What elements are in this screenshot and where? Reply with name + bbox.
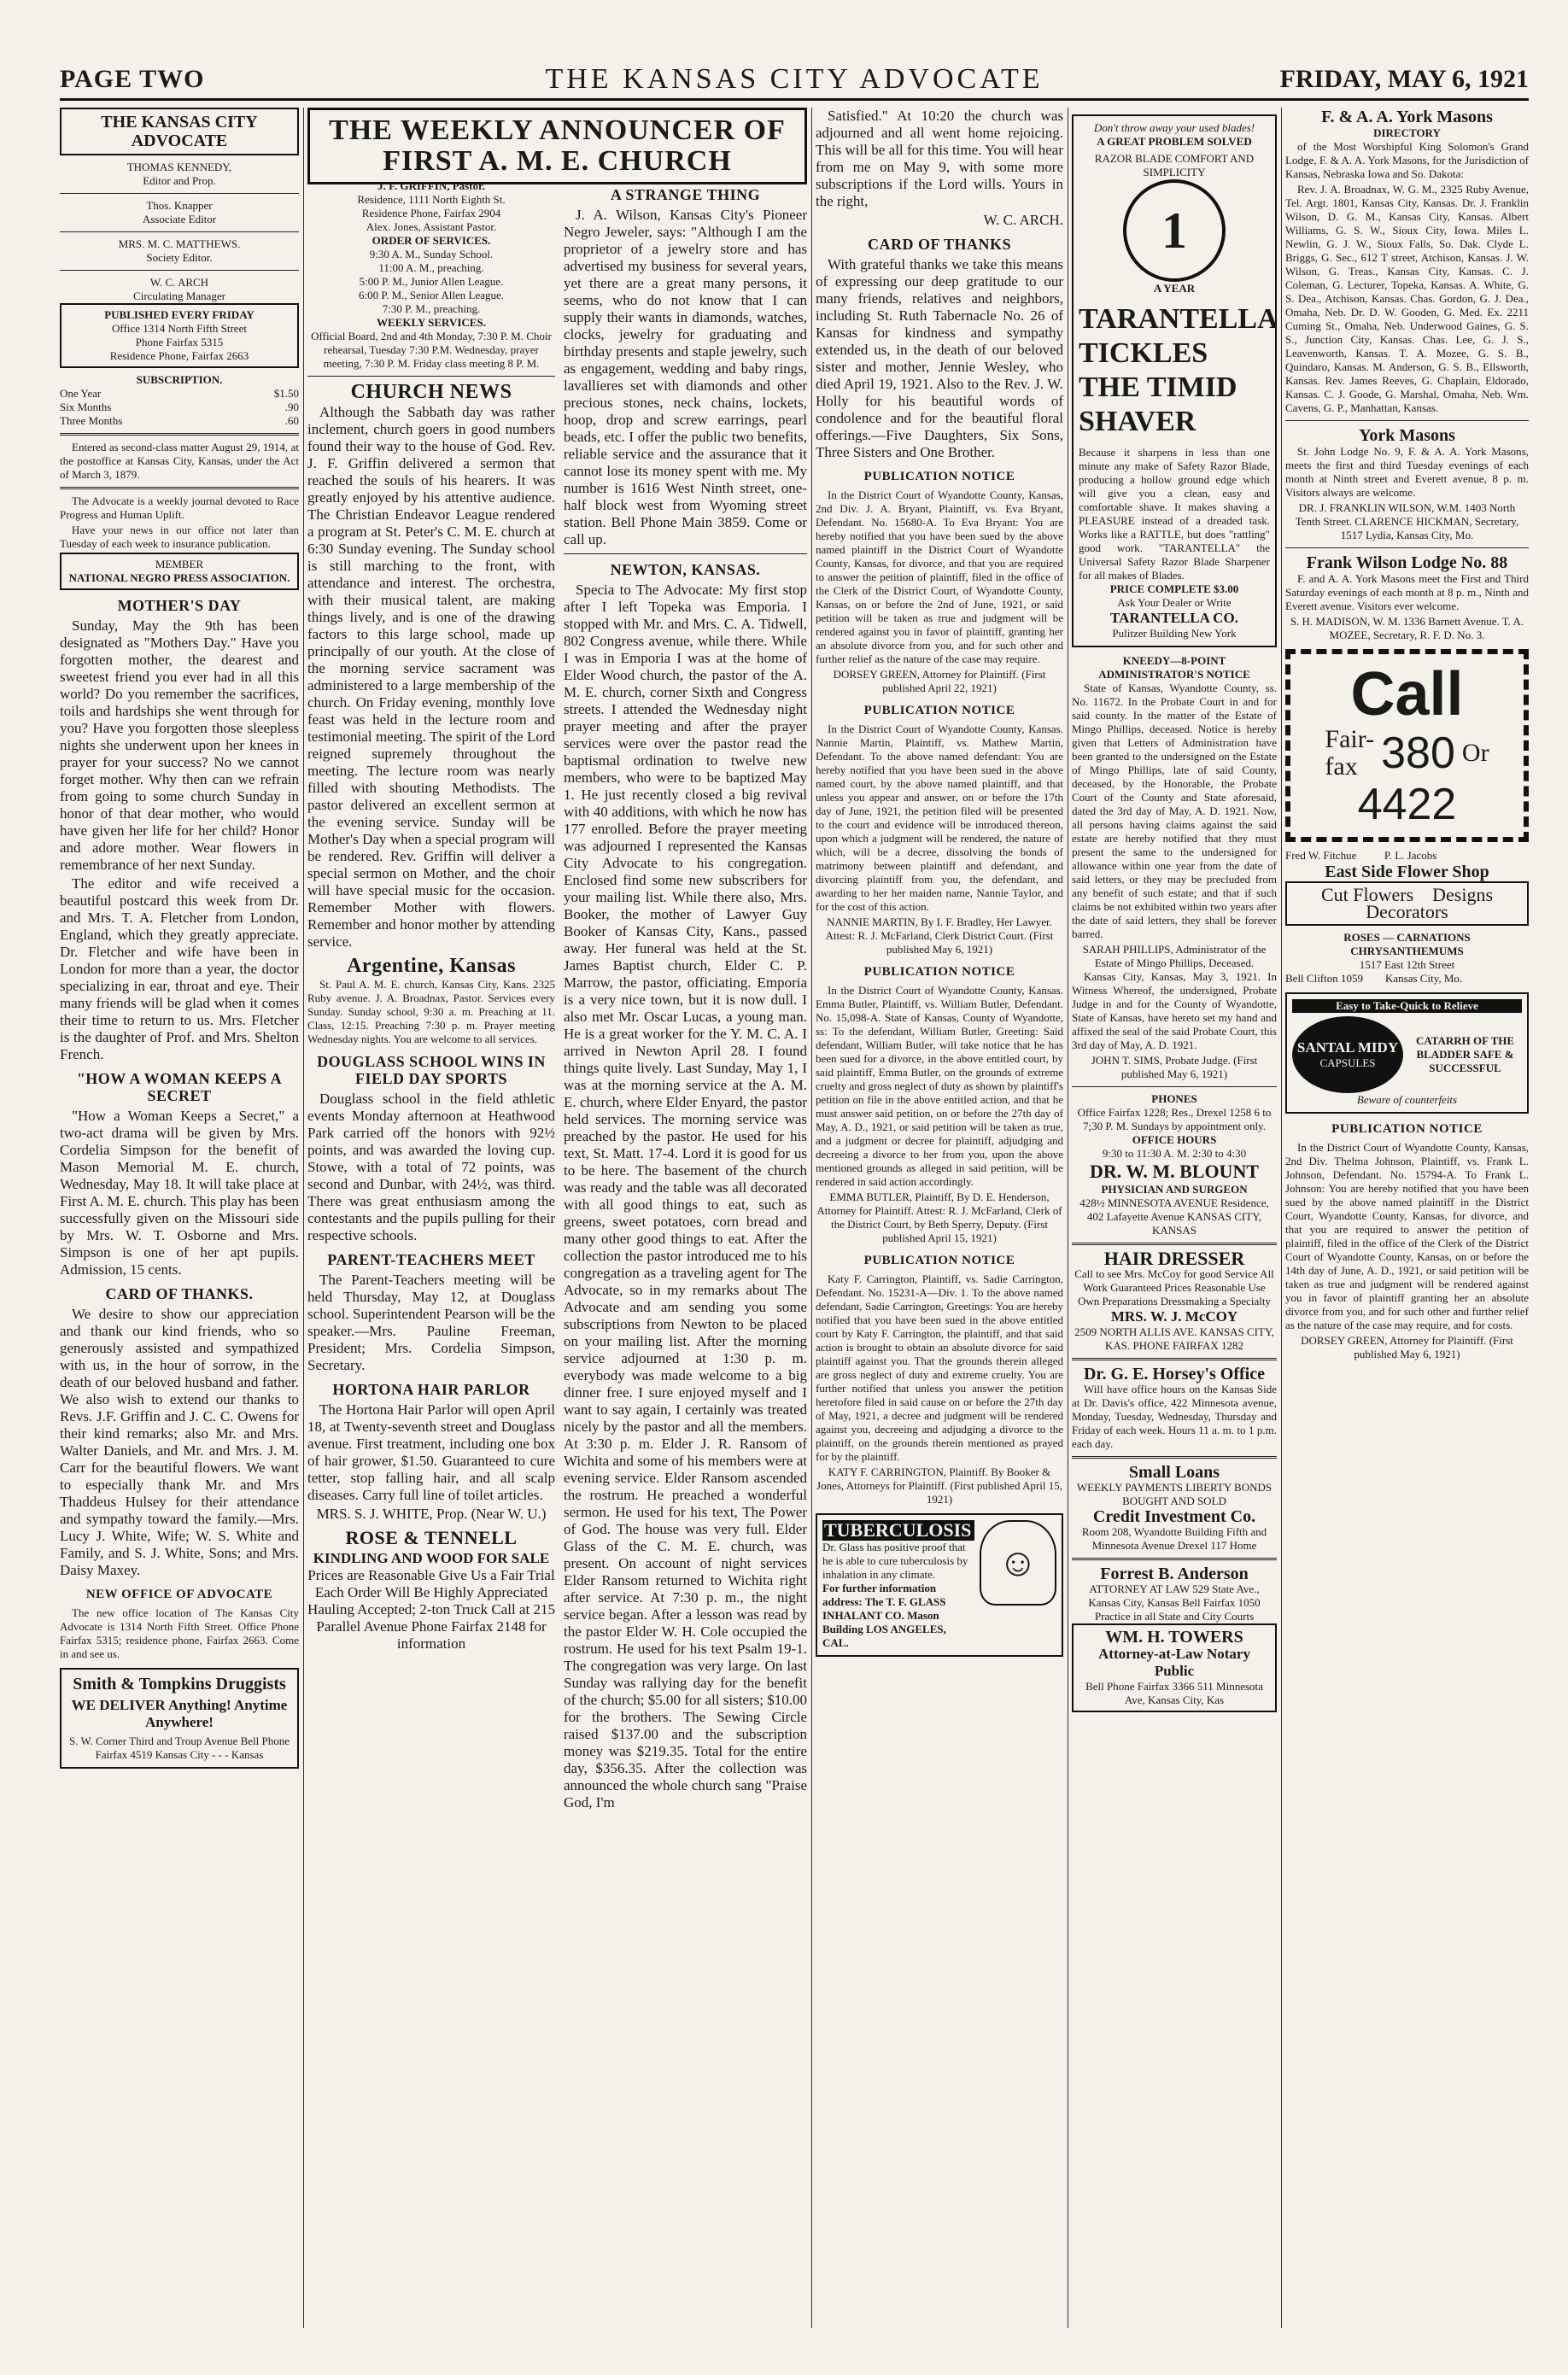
santal-note: Beware of counterfeits bbox=[1356, 1093, 1458, 1106]
thanks-text: We desire to show our appreciation and thank our kind friends, who so generously assisted and sympathized with us, in the hour of sorrow, in the death of our beloved husband and father. We also wish to extend our thanks to Revs. J.F. Griffin and J. C. C. Owens for their kind remarks; also Mr. and Mrs. Walter Daniels, and Mr. and Mrs. J. M. Carr for the beautiful flowers. We want to especially thank Mr. and Mrs Thaddeus Hulsey for their attendance and sympathy toward the family.—Mrs. Lucy J. White, Wife; W. S. White and Family, and S. J. White, Sons; and Mrs. Daisy Maxey. bbox=[60, 1306, 299, 1578]
york-heading: York Masons bbox=[1359, 426, 1455, 445]
thanks-heading: CARD OF THANKS. bbox=[105, 1285, 254, 1302]
frank-wilson-signature: S. H. MADISON, W. M. 1336 Barnett Avenue. T. A. MOZEE, Secretary, R. F. D. No. 3. bbox=[1290, 615, 1524, 641]
column-1 bbox=[60, 108, 299, 2328]
masked-face-icon: ☺ bbox=[980, 1520, 1056, 1606]
journal-note: The Advocate is a weekly journal devoted to Race Progress and Human Uplift. bbox=[60, 494, 299, 521]
directory-intro: of the Most Worshipful King Solomon's Grand Lodge, F. & A. A. York Masons, for the Jurisdiction of Kansas, Nebraska Iowa and So. Dakota: bbox=[1285, 140, 1529, 180]
horsey-text: Will have office hours on the Kansas Side at Dr. Davis's office, 422 Minnesota avenue, Monday, Tuesday, Wednesday, Thursday and Friday of each week. Hours 11 a. m. to 1 p.m. each day. bbox=[1072, 1383, 1277, 1450]
santal-name: SANTAL MIDY bbox=[1296, 1039, 1399, 1056]
tb-text: Dr. Glass has positive proof that he is able to cure tuberculosis by inhalation in any climate. bbox=[822, 1541, 968, 1581]
santal-description: CATARRH OF THE BLADDER SAFE & SUCCESSFUL bbox=[1415, 1034, 1515, 1074]
pastor-info bbox=[307, 179, 555, 371]
staff-line: Thos. Knapper bbox=[146, 199, 213, 212]
member-box bbox=[60, 553, 299, 590]
badge-number: 1 bbox=[1161, 202, 1187, 259]
credit-text: Room 208, Wyandotte Building Fifth and Minnesota Avenue Drexel 117 Home bbox=[1081, 1525, 1267, 1552]
tb-heading: TUBERCULOSIS bbox=[822, 1520, 974, 1541]
weekly-announcer-banner bbox=[307, 108, 807, 184]
york-signature: DR. J. FRANKLIN WILSON, W.M. 1403 North Tenth Street. CLARENCE HICKMAN, Secretary, 1517 Lydia, Kansas City, Mo. bbox=[1295, 501, 1519, 541]
mothers-day-text: Sunday, May the 9th has been designated as "Mothers Day." Have you forgotten mother, the dearest and sweetest friend you ever had in all this world? Do you remember the sacrifices, toils and hardships she went through for you? Have you forgotten those sleepless nights she underwent upon her knees in prayer for your success? No we cannot forget mother. Why then can we refrain from going to some church Sunday in honor of that dear mother, who would have given her life for her child? Honor and adore mother. Wear flowers in remembrance of her next Sunday. bbox=[60, 617, 299, 873]
tarantella-price: PRICE COMPLETE $3.00 bbox=[1109, 582, 1239, 595]
blount-card bbox=[1072, 1092, 1277, 1237]
notice1-signature: DORSEY GREEN, Attorney for Plaintiff. (First published April 22, 1921) bbox=[833, 668, 1046, 694]
loans-heading: Small Loans bbox=[1128, 1463, 1220, 1482]
mothers-day-heading: MOTHER'S DAY bbox=[117, 597, 242, 614]
tarantella-brand: TARANTELLA TICKLES THE TIMID SHAVER bbox=[1079, 303, 1277, 437]
column-2 bbox=[307, 179, 555, 2323]
masons-heading: F. & A. A. York Masons bbox=[1321, 108, 1493, 126]
smith-ad bbox=[60, 1668, 299, 1769]
assistant-pastor: Alex. Jones, Assistant Pastor. bbox=[366, 220, 497, 233]
strange-text: J. A. Wilson, Kansas City's Pioneer Negro Jeweler, says: "Although I am the proprietor of a jewelry store and has advertised my business for several years, yet there are a great many persons, it seems, who do not know that I can supply their wants in diamonds, watches, clocks, jewelry for graduating and birthday presents and staple jewelry, such as engagement, wedding and baby rings, lavallieres set with diamonds and other precious stones, neck chains, lockets, hoop, drop and screw earrings, pearl beads, etc. I offer the public two benefits, reliable service and the assurance that it cannot lose its money spent with me. My number is 1616 West Ninth street, one-half block west from Wyoming street station. Bell Phone Main 3859. Come or call up. bbox=[564, 207, 807, 547]
staff-line: W. C. ARCH bbox=[149, 276, 209, 289]
church-news-heading: CHURCH NEWS bbox=[350, 381, 512, 403]
santal-capsule-icon bbox=[1292, 1016, 1403, 1093]
subscription-table bbox=[60, 387, 299, 428]
thanks2-text: With grateful thanks we take this means of expressing our deep gratitude to our many friends, relatives and neighbors, including St. Ruth Tabernacle No. 26 of Kansas for kindness and sympathy extended us, in the death of our beloved sister and mother, Jennie Wesley, who died April 19, 1921. Also to the Rev. J. W. Holly for his beautiful words of condolence and for the beautiful floral offerings.—Five Daughters, Six Sons, Three Sisters and One Brother. bbox=[816, 256, 1063, 460]
loans-text: WEEKLY PAYMENTS LIBERTY BONDS BOUGHT AND SOLD bbox=[1076, 1481, 1273, 1507]
blount-title: PHYSICIAN AND SURGEON bbox=[1101, 1183, 1248, 1196]
announcer-title: THE WEEKLY ANNOUNCER OF FIRST A. M. E. CHURCH bbox=[329, 114, 786, 177]
directory-list: Rev. J. A. Broadnax, W. G. M., 2325 Ruby Avenue, Tel. Argt. 1801, Kansas City, Kansas. Dr. J. Franklin Wilson, D. G. M., Kansas City, Kansas. Albert Williams, G. S. W., Sioux City, Iowa. Miles L. Newlin, G. J. W., Sioux Falls, So. Dak. Clyde L. Briggs, G. Sec., 612 T street, Atchison, Kansas. J. W. Wilson, G. Treas., Kansas City, Kansas. C. J. Coleman, G. Lecturer, Topeka, Kansas. A. White, G. S. Dea., Atchison, Kansas. Chas. Gordon, G. J. Dea., Omaha, Neb. Dr. D. W. Gooden, G. Med. Ex. 2211 Cuming St., Omaha, Neb. Underwood Gaines, G. S. S., Junction City, Kansas. Chas. Lee, G. J. S., Leavenworth, Kansas. T. A. Mozee, G. S. B., Quindaro, Kansas. M. Anderson, G. S. B., Ellsworth, Kansas. Rev. James Reeves, G. Chaplain, Eldorado, Kansas. C. J. Goode, G. Marshal, Omaha, Neb. Wm. Cavens, G. P., Manhattan, Kansas. bbox=[1285, 183, 1529, 414]
notice4-heading: PUBLICATION NOTICE bbox=[863, 1254, 1015, 1267]
sub-price: $1.50 bbox=[273, 387, 299, 400]
weekly-heading: WEEKLY SERVICES. bbox=[377, 316, 486, 329]
flower-address: 1517 East 12th Street bbox=[1359, 958, 1455, 971]
hairdresser-address: 2509 NORTH ALLIS AVE. KANSAS CITY, KAS. PHONE FAIRFAX 1282 bbox=[1074, 1325, 1274, 1352]
call-number-1: 380 bbox=[1381, 728, 1455, 778]
douglass-text: Douglass school in the field athletic events Monday afternoon at Heathwood Park carried off the honors with 92½ points, and was awarded the loving cup. Stowe, with a total of 72 points, was second and Dunbar, with 24½, was third. There was great enthusiasm among the contestants and the pupils pulling for their respective schools. bbox=[307, 1091, 555, 1243]
phones-text: Office Fairfax 1228; Res., Drexel 1258 6 to 7;30 P. M. Sundays by appointment only. bbox=[1077, 1106, 1272, 1132]
hortona-heading: HORTONA HAIR PARLOR bbox=[332, 1381, 530, 1398]
issue-date: FRIDAY, MAY 6, 1921 bbox=[1279, 65, 1529, 93]
hairdresser-heading: HAIR DRESSER bbox=[1103, 1248, 1245, 1269]
notice1-heading: PUBLICATION NOTICE bbox=[863, 470, 1015, 483]
staff-line: Circulating Manager bbox=[133, 290, 225, 302]
column-3 bbox=[564, 179, 807, 2323]
one-year-badge bbox=[1123, 179, 1226, 282]
admin-notice-witness: Kansas City, Kansas, May 3, 1921. In Witness Whereof, the undersigned, Probate Judge in and for the County of Wyandotte, State of Kansas, have hereto set my hand and affixed the seal of the said Probate Court, this 3rd day of May, A. D. 1921. bbox=[1072, 970, 1277, 1051]
blount-name: DR. W. M. BLOUNT bbox=[1089, 1161, 1260, 1182]
douglass-heading: DOUGLASS SCHOOL WINS IN FIELD DAY SPORTS bbox=[317, 1053, 546, 1087]
pastor-residence: Residence, 1111 North Eighth St. bbox=[357, 193, 506, 206]
column-5 bbox=[1072, 108, 1277, 2328]
published-line: PUBLISHED EVERY FRIDAY bbox=[104, 308, 255, 321]
santal-tagline: Easy to Take-Quick to Relieve bbox=[1292, 999, 1522, 1013]
tarantella-dealer: Ask Your Dealer or Write bbox=[1117, 596, 1232, 609]
directory-heading: DIRECTORY bbox=[1373, 126, 1441, 139]
forrest-card bbox=[1072, 1565, 1277, 1623]
staff-line: THOMAS KENNEDY, bbox=[126, 161, 232, 173]
notice3-heading: PUBLICATION NOTICE bbox=[863, 965, 1015, 979]
flower-box bbox=[1285, 881, 1529, 926]
tuberculosis-ad bbox=[816, 1513, 1063, 1657]
publication-info bbox=[60, 303, 299, 368]
page-number: PAGE TWO bbox=[60, 65, 205, 93]
news-note: Have your news in our office not later than Tuesday of each week to insurance publication. bbox=[60, 524, 299, 550]
notice2-signature: NANNIE MARTIN, By I. F. Bradley, Her Lawyer. Attest: R. J. McFarland, Clerk District Court. (First published May 6, 1921) bbox=[825, 915, 1054, 956]
paper-title: THE KANSAS CITY ADVOCATE bbox=[545, 63, 1044, 95]
loans-card bbox=[1072, 1464, 1277, 1553]
phones-heading: PHONES bbox=[1151, 1092, 1197, 1105]
notice2-heading: PUBLICATION NOTICE bbox=[863, 704, 1015, 717]
column-6 bbox=[1285, 108, 1529, 2328]
pastor: J. F. GRIFFIN, Pastor. bbox=[377, 179, 485, 192]
member-label: MEMBER bbox=[155, 558, 204, 570]
hairdresser-card bbox=[1072, 1250, 1277, 1353]
tarantella-tagline: Don't throw away your used blades! bbox=[1093, 121, 1255, 134]
flower-chrysanthemums: CHRYSANTHEMUMS bbox=[1350, 945, 1464, 957]
hairdresser-name: MRS. W. J. McCOY bbox=[1110, 1308, 1238, 1325]
call-number-2: 4422 bbox=[1357, 780, 1457, 829]
church-news-text: Although the Sabbath day was rather inclement, church goers in good numbers found their way to the house of God. Rev. J. F. Griffin delivered a sermon that reached the souls of his hearers. It was greatly enjoyed by his attentive audience. The Christian Endeavor League rendered a program at St. Peter's C. M. E. church at 6:30 Sunday evening. The Sunday school is still marching to the front, with attendance and interest. The orchestra, with their musical talent, are making things lively, and is one of the drawing factors to this large school, made up principally of our youth. At the close of the morning service sacrament was administered to a large membership of the church. On Friday evening, monthly love feast was held in the lecture room and testimonial meeting. The spirit of the Lord reigned supremely throughout the meeting. The lecture room was nearly filled with shouting Methodists. The pastor delivered an excellent sermon at the evening service. Sunday will be Mother's Day when a special program will be rendered. Rev. Griffin will deliver a special sermon on Mother, and the choir will have special music for the occasion. Remember Mother with flowers. Remember and honor mother by attending service. bbox=[307, 404, 555, 950]
towers-address: Bell Phone Fairfax 3366 511 Minnesota Ave, Kansas City, Kas bbox=[1085, 1680, 1263, 1706]
frank-wilson-text: F. and A. A. York Masons meet the First and Third Saturday evenings of each month at 8 p. m., Ninth and Everett avenue. Visitors ever welcome. bbox=[1285, 572, 1529, 612]
argentine-text: St. Paul A. M. E. church, Kansas City, Kans. 2325 Ruby avenue. J. A. Broadnax, Pastor. Services every Sunday. Sunday school, 9:30 a. m. Preaching at 11. Class, 12:15. Preaching 7:30 p. m. Prayer meeting Wednesday nights. You are welcome to all services. bbox=[307, 978, 555, 1045]
sub-label: Six Months bbox=[60, 401, 112, 413]
staff-line: MRS. M. C. MATTHEWS. bbox=[118, 237, 241, 250]
newton-heading: NEWTON, KANSAS. bbox=[610, 561, 761, 578]
forrest-text: ATTORNEY AT LAW 529 State Ave., Kansas City, Kansas Bell Fairfax 1050 Practice in all State and City Courts bbox=[1088, 1582, 1261, 1623]
call-fax: fax bbox=[1325, 752, 1358, 781]
order-item: 7:30 P. M., preaching. bbox=[382, 302, 481, 315]
admin-notice-judge: JOHN T. SIMS, Probate Judge. (First published May 6, 1921) bbox=[1091, 1054, 1258, 1080]
horsey-heading: Dr. G. E. Horsey's Office bbox=[1083, 1365, 1265, 1383]
secret-text: "How a Woman Keeps a Secret," a two-act drama will be given by Mrs. Cordelia Simpson for the benefit of Mason Memorial M. E. church, Wednesday, May 18. It will take place at First A. M. E. church. This play has been successfully given on the Missouri side by Mrs. W. T. Osborne and Mrs. Simpson is one of her apt pupils. Admission, 15 cents. bbox=[60, 1108, 299, 1278]
tarantella-ad bbox=[1072, 114, 1277, 647]
staff-list bbox=[60, 161, 299, 303]
flower-heading: East Side Flower Shop bbox=[1325, 863, 1489, 881]
flower-roses: ROSES — CARNATIONS bbox=[1343, 931, 1471, 944]
notice4-text: Katy F. Carrington, Plaintiff, vs. Sadie Carrington, Defendant. No. 15231-A—Div. 1. To the above named defendant, Sadie Carrington, Greetings: You are hereby notified that you have been sued in the above entitled court by Katy F. Carrington, the plaintiff, and that said action is brought to obtain an absolute divorce for said plaintiff against you. That the grounds therein alleged are gross neglect of duty and extreme cruelty. You are further notified that unless you answer the petition heretofore filed in said cause on or before the 27th day of May, 1921, a decree and judgment will be rendered against you, decreeing and adjudging a divorce to the plaintiff, on the grounds therein mentioned as prayed for by the plaintiff. bbox=[816, 1272, 1063, 1463]
tarantella-text: Because it sharpens in less than one minute any make of Safety Razor Blade, producing a hollow ground edge which will give you a clean, easy and comfortable shave. It makes shaving a PLEASURE instead of a dreaded task. Works like a RATTLE, but does "rattling" good work. "TARANTELLA" the Universal Safety Razor Blade Sharpener for all makes of Blades. bbox=[1079, 446, 1270, 582]
sub-price: .60 bbox=[284, 414, 299, 427]
admin-notice-text: State of Kansas, Wyandotte County, ss. No. 11672. In the Probate Court in and for said county. In the matter of the Estate of Mingo Phillips, deceased. Notice is hereby given that Letters of Administration have been granted to the undersigned on the Estate of Mingo Phillips, late of said County, deceased, by the Honorable, the Probate Court of the County and State aforesaid, dated the 3rd day of May, A. D. 1921. Now, all persons having claims against the said estate are hereby notified that they must present the same to the undersigned for allowance within one year from the date of said letters, or they may be precluded from any benefit of such estate; and that if such claims be not exhibited within two years after the date of said letters, they shall be forever barred. bbox=[1072, 681, 1277, 940]
rose-heading: ROSE & TENNELL bbox=[345, 1527, 518, 1548]
staff-line: Editor and Prop. bbox=[143, 174, 216, 187]
masthead bbox=[60, 60, 1529, 101]
call-or: Or bbox=[1461, 739, 1489, 767]
santal-capsules: CAPSULES bbox=[1319, 1056, 1376, 1069]
flower-phone: Bell Clifton 1059 Kansas City, Mo. bbox=[1285, 972, 1463, 985]
staff-line: Society Editor. bbox=[146, 251, 213, 264]
rose-text: Prices are Reasonable Give Us a Fair Trial Each Order Will Be Highly Appreciated Hauling Accepted; 2-ton Truck Call at 215 Parallel Avenue Phone Fairfax 2148 for information bbox=[307, 1567, 555, 1652]
order-item: 6:00 P. M., Senior Allen League. bbox=[358, 289, 505, 301]
tarantella-problem: A GREAT PROBLEM SOLVED bbox=[1097, 135, 1252, 148]
admin-notice-signature: SARAH PHILLIPS, Administrator of the Estate of Mingo Phillips, Deceased. bbox=[1082, 943, 1267, 969]
sub-price: .90 bbox=[284, 401, 299, 413]
tarantella-address: Pulitzer Building New York bbox=[1112, 627, 1237, 640]
thanks2-heading: CARD OF THANKS bbox=[867, 236, 1011, 253]
badge-year: A YEAR bbox=[1153, 282, 1196, 295]
secret-heading: "HOW A WOMAN KEEPS A SECRET bbox=[76, 1070, 283, 1104]
hours-text: 9:30 to 11:30 A. M. 2:30 to 4:30 bbox=[1102, 1147, 1247, 1160]
hortona-signature: MRS. S. J. WHITE, Prop. (Near W. U.) bbox=[316, 1506, 547, 1522]
notice5-signature: DORSEY GREEN, Attorney for Plaintiff. (First published May 6, 1921) bbox=[1301, 1334, 1513, 1360]
newton-text: Specia to The Advocate: My first stop after I left Topeka was Emporia. I stopped with Mr. and Mrs. C. A. Tidwell, 802 Congress avenue, while there. While I was in Emporia I was at the home of Elder Wood church, the pastor of the A. M. E. church, corner Sixth and Congress streets. I attended the Wednesday night prayer meeting and after the prayer services were over the pastor read the baptismal ordination to twelve new members, who were to be baptized May 1. He just recently closed a big revival with 40 additions, with which he now has 177 enrolled. Before the prayer meeting was adjourned I represented the Kansas City Advocate to his congregation. Enclosed find some new subscribers for your mailing list. While there also, Mrs. Booker, the mother of Lawyer Guy Booker of Kansas City, Kans., passed away. Her funeral was held at the St. James Baptist church, Elder C. P. Marrow, the pastor, officiating. Emporia is a very nice town, but it is now dull. I also met Mr. Oscar Lucas, a young man. He is a great worker for the Y. M. C. A. I arrived in Newton April 28. I found things quite lively. Last Sunday, May 1, I was at the morning service at the A. M. E. church, where Elder Enyard, the pastor held services. The morning service was preached by the pastor. He used for his text, St. Matt. 17-4. Lord it is good for us to be here. The basement of the church was ready and the table was all decorated with all good things to eat, such as greens, sweet potatoes, corn bread and many other good things to eat. After the collection the pastor introduced me to his congregation as a traveling agent for The Advocate, so in my remarks about The Advocate and am sending you some subscriptions from Newton to be placed on your mailing list. After the morning service adjourned at 1:30 p. m. everybody was made welcome to a big dinner free. I sure enjoyed myself and I want to say again, I certainly was treated nicely by the pastor and all the members. At 3:30 p. m. Elder J. R. Ransom of Wichita and some of his members were at evening service. Elder Ransom ascended the rostrum. He preached a wonderful sermon. He used for his text, The Power of God. The house was very full. Elder Glass of the C. M. E. church, was present. On account of night services Elder Ransom returned to Wichita right after service. At 7:30 p. m., the night service began. After a lesson was read by the pastor Elder W. H. Cole occupied the rostrum. He used for his text Psalm 19-1. The congregation was very large. On last Sunday was rallying day for the benefit of the church; $5.00 for all sisters; $10.00 for the brothers. The Sewing Circle raised $137.00 and the subscription money was $219.35. Total for the entire day, $356.35. After the collection was announced the whole church sang "Praise God, I'm bbox=[564, 582, 807, 1810]
staff-line: Associate Editor bbox=[142, 213, 217, 225]
notice3-text: In the District Court of Wyandotte County, Kansas. Emma Butler, Plaintiff, vs. William Butler, Defendant. No. 15,098-A. State of Kansas, County of Wyandotte, ss: To the defendant, William Butler, Greeting: Said defendant, William Butler, will take notice that he has been sued for a divorce, in the above entitled court, by said plaintiff, Emma Butler, on the grounds of extreme cruelty and gross neglect of duty as shown by plaintiff's petition on file in the above entitled action, and that he must answer said petition, on or before the 27th day of May, A. D., 1921, or said petition will be taken as true, and a judgment or decree for plaintiff, adjudging and decreeing a divorce to her from you, upon the above mentioned grounds as alleged in said petition, will be rendered in said action accordingly. bbox=[816, 984, 1063, 1188]
tb-contact: For further information address: The T. F. GLASS INHALANT CO. Mason Building LOS ANGELES, CAL. bbox=[822, 1582, 946, 1649]
towers-card bbox=[1072, 1623, 1277, 1712]
hours-heading: OFFICE HOURS bbox=[1132, 1133, 1217, 1146]
york-text: St. John Lodge No. 9, F. & A. A. York Masons, meets the first and third Tuesday evenings of each month at Ninth street and Everett avenue, 8 p. m. Visitors always are welcome. bbox=[1285, 445, 1529, 499]
order-item: 9:30 A. M., Sunday School. bbox=[369, 248, 494, 260]
towers-heading: WM. H. TOWERS bbox=[1105, 1628, 1243, 1647]
notice5-heading: PUBLICATION NOTICE bbox=[1331, 1122, 1483, 1136]
sub-label: Three Months bbox=[60, 414, 123, 427]
tarantella-company: TARANTELLA CO. bbox=[1110, 610, 1238, 626]
smith-address: S. W. Corner Third and Troup Avenue Bell Phone Fairfax 4519 Kansas City - - - Kansas bbox=[68, 1734, 290, 1761]
notice2-text: In the District Court of Wyandotte County, Kansas. Nannie Martin, Plaintiff, vs. Mathew Martin, Defendant. To the above named defendant: You are hereby notified that you have been sued in the above named court, by the above named plaintiff, and that unless you appear and answer, on or before the 17th day of June, 1921, the petition filed will be presented to the court and evidence will be introduced thereon, upon which a judgment will be rendered, the nature of which, will be a decree, dissolving the bonds of matrimony between plaintiff and defendant, and divorcing plaintiff from you, the defendant, and awarding to her her maiden name, Nannie Taylor, and for the cost of this action. bbox=[816, 722, 1063, 913]
entered-notice: Entered as second-class matter August 29, 1914, at the postoffice at Kansas City, Kansas, under the Act of March 3, 1879. bbox=[60, 441, 299, 481]
credit-heading: Credit Investment Co. bbox=[1092, 1507, 1256, 1526]
column-4 bbox=[816, 108, 1063, 2328]
sub-label: One Year bbox=[60, 387, 102, 400]
admin-notice-heading: KNEEDY—8-POINT ADMINISTRATOR'S NOTICE bbox=[1098, 654, 1250, 681]
notice1-text: In the District Court of Wyandotte County, Kansas, 2nd Div. J. A. Bryant, Plaintiff, vs. Eva Bryant, Defendant. No. 15680-A. To Eva Bryant: You are hereby notified that you have been sued by the above named plaintiff in the District Court of Wyandotte County, Kansas, for divorce, and that you are required to answer the petition of plaintiff, filed in the office of the Clerk of the District Court, of Wyandotte County, Kansas, on or before the 2nd of June, 1921, or said petition will be taken as true and judgment will be rendered against you in favor of plaintiff, granting her an absolute divorce from you, and for such other and further relief as the nature of the case may require. bbox=[816, 488, 1063, 665]
hortona-text: The Hortona Hair Parlor will open April 18, at Twenty-seventh street and Douglass avenue. First treatment, including one box of hair grower, $1.50. Guaranteed to cure tetter, stop falling hair, and all scalp diseases. Carry full line of toilet articles. bbox=[307, 1401, 555, 1503]
fletcher-text: The editor and wife received a beautiful postcard this week from Dr. and Mrs. T. A. Fletcher from London, England, which they greatly appreciate. Dr. Fletcher and wife have been in London for more than a year, the doctor specializing in ear, throat and eye. Their many friends will be glad when it comes their time to return to us. Mrs. Fletcher is the daughter of Prof. and Mrs. Shelton French. bbox=[60, 875, 299, 1062]
column-rule bbox=[303, 108, 304, 2328]
argentine-heading: Argentine, Kansas bbox=[347, 955, 516, 977]
weekly-services: Official Board, 2nd and 4th Monday, 7:30 P. M. Choir rehearsal, Tuesday 7:30 P.M. Wednesday, prayer meeting, 7:30 P. M. Friday class meeting 8 P. M. bbox=[311, 330, 552, 370]
notice5-text: In the District Court of Wyandotte County, Kansas, 2nd Div. Thelma Johnson, Plaintiff, vs. Frank L. Johnson, Defendant. No. 15794-A. To Frank L. Johnson: You are hereby notified that you have been sued by the above named plaintiff in the District Court, Wyandotte County, Kansas, for divorce, and that you are required to answer the petition of plaintiff, filed in the office of the Clerk of the District Court of Wyandotte County, Kansas, on or before the 14th day of June, A. D., 1921, or said petition will be taken as true and judgment will be rendered against you in favor of plaintiff granting her an absolute divorce from you, and for such other and further relief as the nature of the case may require, and for costs. bbox=[1285, 1141, 1529, 1331]
notice4-signature: KATY F. CARRINGTON, Plaintiff. By Booker & Jones, Attorneys for Plaintiff. (First published April 15, 1921) bbox=[816, 1465, 1062, 1506]
order-heading: ORDER OF SERVICES. bbox=[372, 234, 491, 247]
hairdresser-text: Call to see Mrs. McCoy for good Service All Work Guaranteed Prices Reasonable Use Own Preparations Dressmaking a Specialty bbox=[1074, 1267, 1274, 1307]
parent-teachers-heading: PARENT-TEACHERS MEET bbox=[327, 1251, 535, 1268]
column-rule bbox=[1281, 108, 1282, 2328]
npa-label: NATIONAL NEGRO PRESS ASSOCIATION. bbox=[68, 571, 290, 584]
flower-decorators: Decorators bbox=[1366, 901, 1448, 922]
towers-text: Attorney-at-Law Notary Public bbox=[1098, 1646, 1250, 1679]
flower-owners: Fred W. Fitchue P. L. Jacobs bbox=[1285, 849, 1437, 862]
phone-line: Phone Fairfax 5315 bbox=[135, 336, 224, 348]
office-heading: NEW OFFICE OF ADVOCATE bbox=[85, 1588, 273, 1601]
residence-line: Residence Phone, Fairfax 2663 bbox=[109, 349, 249, 362]
strange-heading: A STRANGE THING bbox=[610, 186, 761, 203]
notice3-signature: EMMA BUTLER, Plaintiff, By D. E. Henderson, Attorney for Plaintiff. Attest: R. J. McFarland, Clerk of the District Court, by Beth Sperry, Deputy. (First published April 15, 1921) bbox=[816, 1190, 1062, 1244]
nameplate-box bbox=[60, 108, 299, 155]
arch-signature: W. C. ARCH. bbox=[983, 212, 1063, 228]
rose-subheading: KINDLING AND WOOD FOR SALE bbox=[313, 1550, 550, 1566]
newton-continued: Satisfied." At 10:20 the church was adjourned and all went home rejoicing. This will be all for this time. You will hear from me on May 9, with some more subscriptions if the Lord wills. Yours in the right, bbox=[816, 108, 1063, 209]
parent-teachers-text: The Parent-Teachers meeting will be held Thursday, May 12, at Douglass school. Superintendent Pearson will be the speaker.—Mrs. Pauline Freeman, President; Mrs. Cordelia Simpson, Secretary. bbox=[307, 1272, 555, 1373]
smith-name: Smith & Tompkins Druggists bbox=[73, 1675, 286, 1694]
blount-address: 428½ MINNESOTA AVENUE Residence, 402 Lafayette Avenue KANSAS CITY, KANSAS bbox=[1079, 1196, 1269, 1237]
order-item: 11:00 A. M., preaching. bbox=[378, 261, 484, 274]
smith-deliver: WE DELIVER Anything! Anytime Anywhere! bbox=[71, 1697, 288, 1730]
office-line: Office 1314 North Fifth Street bbox=[112, 322, 247, 335]
subscription-heading: SUBSCRIPTION. bbox=[136, 373, 223, 386]
call-fair: Fair- bbox=[1325, 725, 1375, 753]
santal-midy-ad bbox=[1285, 992, 1529, 1114]
flower-line: Cut Flowers Designs bbox=[1320, 884, 1494, 905]
office-text: The new office location of The Kansas City Advocate is 1314 North Fifth Street. Office Phone Fairfax 5315; residence phone, Fairfax 2663. Come in and see us. bbox=[60, 1606, 299, 1660]
nameplate: THE KANSAS CITY ADVOCATE bbox=[101, 113, 258, 150]
column-rule bbox=[811, 108, 812, 2328]
call-heading: Call bbox=[1350, 660, 1464, 728]
forrest-heading: Forrest B. Anderson bbox=[1100, 1565, 1249, 1583]
call-fairfax-ad bbox=[1285, 649, 1529, 842]
frank-wilson-heading: Frank Wilson Lodge No. 88 bbox=[1306, 553, 1508, 572]
order-item: 5:00 P. M., Junior Allen League. bbox=[359, 275, 504, 288]
tarantella-ring-text: RAZOR BLADE COMFORT AND SIMPLICITY bbox=[1094, 152, 1255, 178]
pastor-phone: Residence Phone, Fairfax 2904 bbox=[361, 207, 501, 219]
